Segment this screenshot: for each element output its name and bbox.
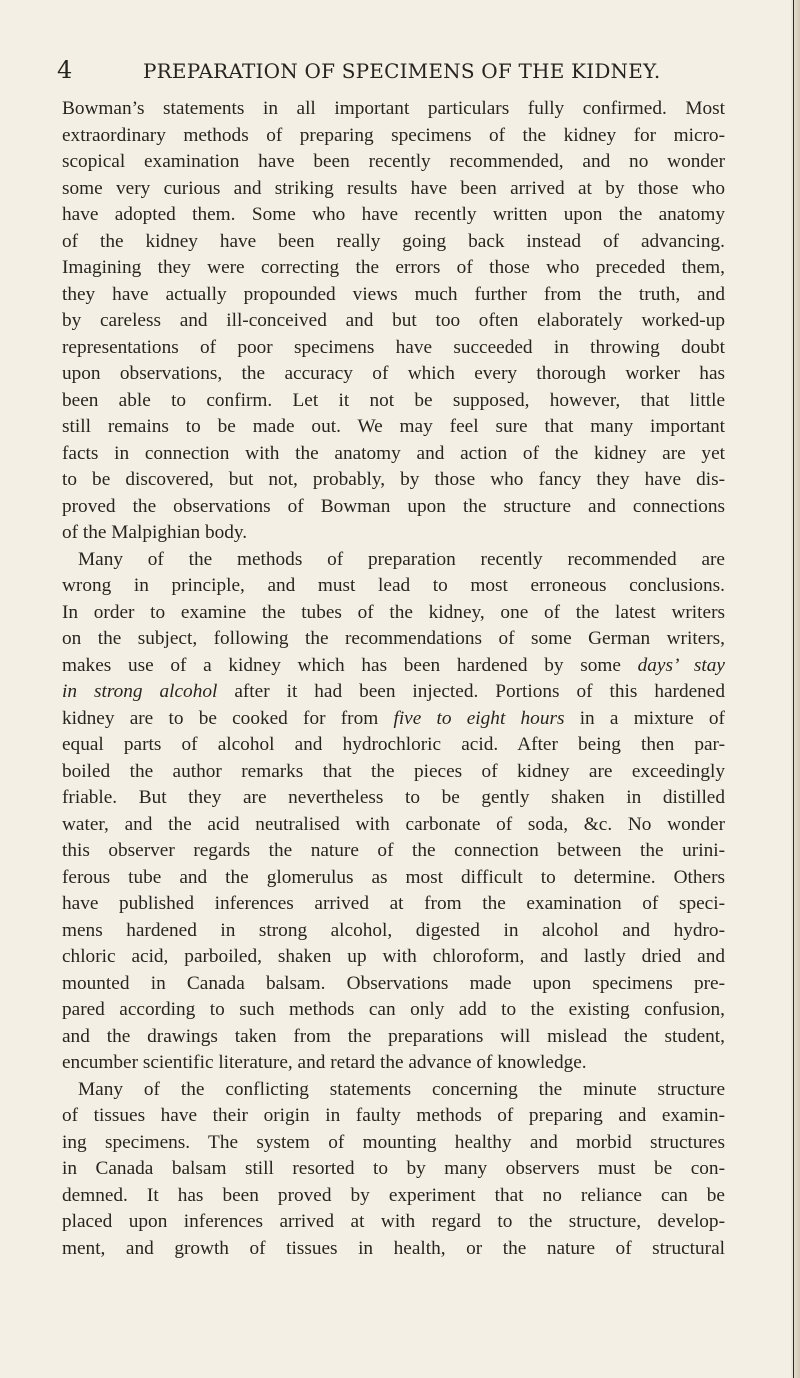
text-line: and the drawings taken from the preparations will mislead the student, <box>62 1025 725 1047</box>
text-line: been able to confirm. Let it not be supposed, however, that little <box>62 389 725 411</box>
text-line: pared according to such methods can only add to the existing confusion, <box>62 999 725 1020</box>
text-line: wrong in principle, and must lead to most erroneous conclusions. <box>62 575 725 596</box>
text-line: ing specimens. The system of mounting healthy and morbid structures <box>62 1131 725 1153</box>
text-line: boiled the author remarks that the pieces of kidney are exceedingly <box>62 760 725 782</box>
text-line: of tissues have their origin in faulty methods of preparing and examin- <box>62 1105 725 1126</box>
text-line: mounted in Canada balsam. Observations made upon specimens pre- <box>62 972 725 994</box>
text-line: have published inferences arrived at from the examination of speci- <box>62 893 725 914</box>
text-line: equal parts of alcohol and hydrochloric acid. After being then par- <box>62 734 725 755</box>
paragraph-2 <box>62 547 725 1077</box>
text-line-mixed <box>62 653 725 680</box>
paragraph-1 <box>62 96 725 547</box>
text-line: in Canada balsam still resorted to by many observers must be con- <box>62 1158 725 1179</box>
body-text <box>62 96 725 1262</box>
text-line: by careless and ill-conceived and but too often elaborately worked-up <box>62 310 725 331</box>
running-head <box>57 56 757 84</box>
text-line: upon observations, the accuracy of which every thorough worker has <box>62 363 725 384</box>
text-line: extraordinary methods of preparing specimens of the kidney for micro- <box>62 124 725 146</box>
text-segment: makes use of a kidney which has been hardened by some <box>62 654 621 676</box>
text-line: Imagining they were correcting the errors of those who preceded them, <box>62 257 725 278</box>
running-head-title: PREPARATION OF SPECIMENS OF THE KIDNEY. <box>143 59 661 83</box>
text-line: still remains to be made out. We may feel sure that many important <box>62 416 725 437</box>
text-line: Bowman’s statements in all important particulars fully confirmed. Most <box>62 98 725 119</box>
italic-phrase: in strong alcohol <box>62 681 218 702</box>
text-line: ferous tube and the glomerulus as most difficult to determine. Others <box>62 866 725 888</box>
text-line: chloric acid, parboiled, shaken up with chloroform, and lastly dried and <box>62 946 725 967</box>
paragraph-3 <box>62 1077 725 1263</box>
text-line: water, and the acid neutralised with carbonate of soda, &c. No wonder <box>62 813 725 835</box>
italic-phrase: five to eight hours <box>393 707 565 729</box>
text-line: ment, and growth of tissues in health, or the nature of structural <box>62 1237 725 1259</box>
text-line: have adopted them. Some who have recently written upon the anatomy <box>62 204 725 225</box>
text-segment: after it had been injected. Portions of this hardened <box>234 681 725 702</box>
text-line: scopical examination have been recently recommended, and no wonder <box>62 151 725 172</box>
text-line: facts in connection with the anatomy and action of the kidney are yet <box>62 442 725 464</box>
text-line: placed upon inferences arrived at with regard to the structure, develop- <box>62 1211 725 1232</box>
text-line-mixed <box>62 679 725 706</box>
italic-phrase: days’ stay <box>637 654 725 676</box>
text-line-mixed <box>62 706 725 733</box>
text-segment: in a mixture of <box>579 707 725 729</box>
text-line: this observer regards the nature of the connection between the urini- <box>62 840 725 861</box>
text-segment: kidney are to be cooked for from <box>62 707 379 729</box>
text-line: some very curious and striking results have been arrived at by those who <box>62 177 725 199</box>
text-line: to be discovered, but not, probably, by those who fancy they have dis- <box>62 469 725 490</box>
text-line: friable. But they are nevertheless to be gently shaken in distilled <box>62 787 725 808</box>
text-line: of the kidney have been really going back instead of advancing. <box>62 230 725 252</box>
text-line: proved the observations of Bowman upon the structure and connections <box>62 495 725 517</box>
text-line: of the Malpighian body. <box>62 522 248 543</box>
page-edge-line <box>793 0 794 1378</box>
text-line: encumber scientific literature, and retard the advance of knowledge. <box>62 1052 587 1073</box>
text-line: mens hardened in strong alcohol, digested in alcohol and hydro- <box>62 919 725 941</box>
text-line: Many of the conflicting statements concerning the minute structure <box>78 1078 725 1100</box>
page-number: 4 <box>57 56 73 84</box>
text-line: In order to examine the tubes of the kidney, one of the latest writers <box>62 601 725 623</box>
text-line: demned. It has been proved by experiment that no reliance can be <box>62 1184 725 1206</box>
text-line: representations of poor specimens have succeeded in throwing doubt <box>62 336 725 358</box>
text-line: on the subject, following the recommendations of some German writers, <box>62 628 725 649</box>
text-line: they have actually propounded views much further from the truth, and <box>62 283 725 305</box>
text-line: Many of the methods of preparation recently recommended are <box>78 548 725 570</box>
